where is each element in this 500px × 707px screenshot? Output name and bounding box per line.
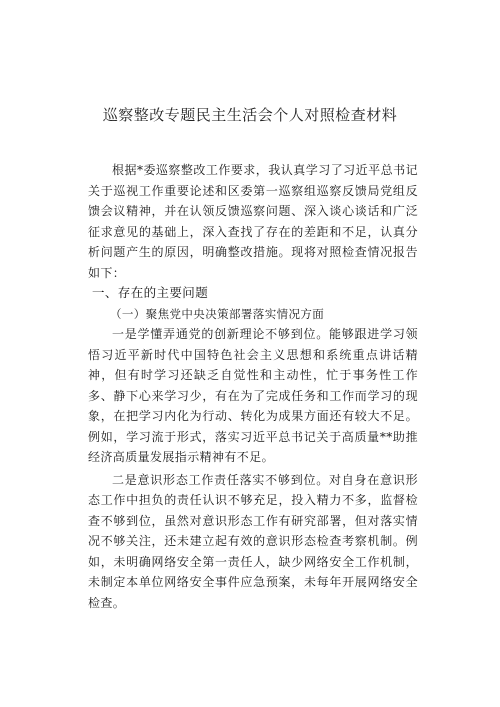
document-body [88, 160, 418, 613]
document-title: 巡察整改专题民主生活会个人对照检查材料 [102, 106, 398, 124]
subsection-heading: （一）聚焦党中央决策部署落实情况方面 [110, 306, 325, 321]
section-heading: 一、存在的主要问题 [92, 285, 209, 300]
paragraph-2: 二是意识形态工作责任落实不够到位。对自身在意识形态工作中担负的责任认识不够充足，投入精力不多，监督检查不够到位，虽然对意识形态工作有研究部署，但对落实情况不够关注，还未建立起有效的意识形态检查考察机制。例如，未明确网络安全第一责任人，缺少网络安全工作机制，未制定本单位网络安全事件应急预案，未每年开展网络安全检查。 [88, 472, 418, 610]
intro-paragraph: 根据*委巡察整改工作要求，我认真学习了习近平总书记关于巡视工作重要论述和区委第一巡察组巡察反馈局党组反馈会议精神，并在认领反馈巡察问题、深入谈心谈话和广泛征求意见的基础上，深入查找了存在的差距和不足，认真分析问题产生的原因，明确整改措施。现将对照检查情况报告如下： [88, 163, 418, 280]
paragraph-1: 一是学懂弄通党的创新理论不够到位。能够跟进学习领悟习近平新时代中国特色社会主义思想和系统重点讲话精神，但有时学习还缺乏自觉性和主动性，忙于事务性工作多、静下心来学习少，有在为了完成任务和工作而学习的现象，在把学习内化为行动、转化为成果方面还有较大不足。例如，学习流于形式，落实习近平总书记关于高质量**助推经济高质量发展指示精神有不足。 [88, 327, 418, 464]
